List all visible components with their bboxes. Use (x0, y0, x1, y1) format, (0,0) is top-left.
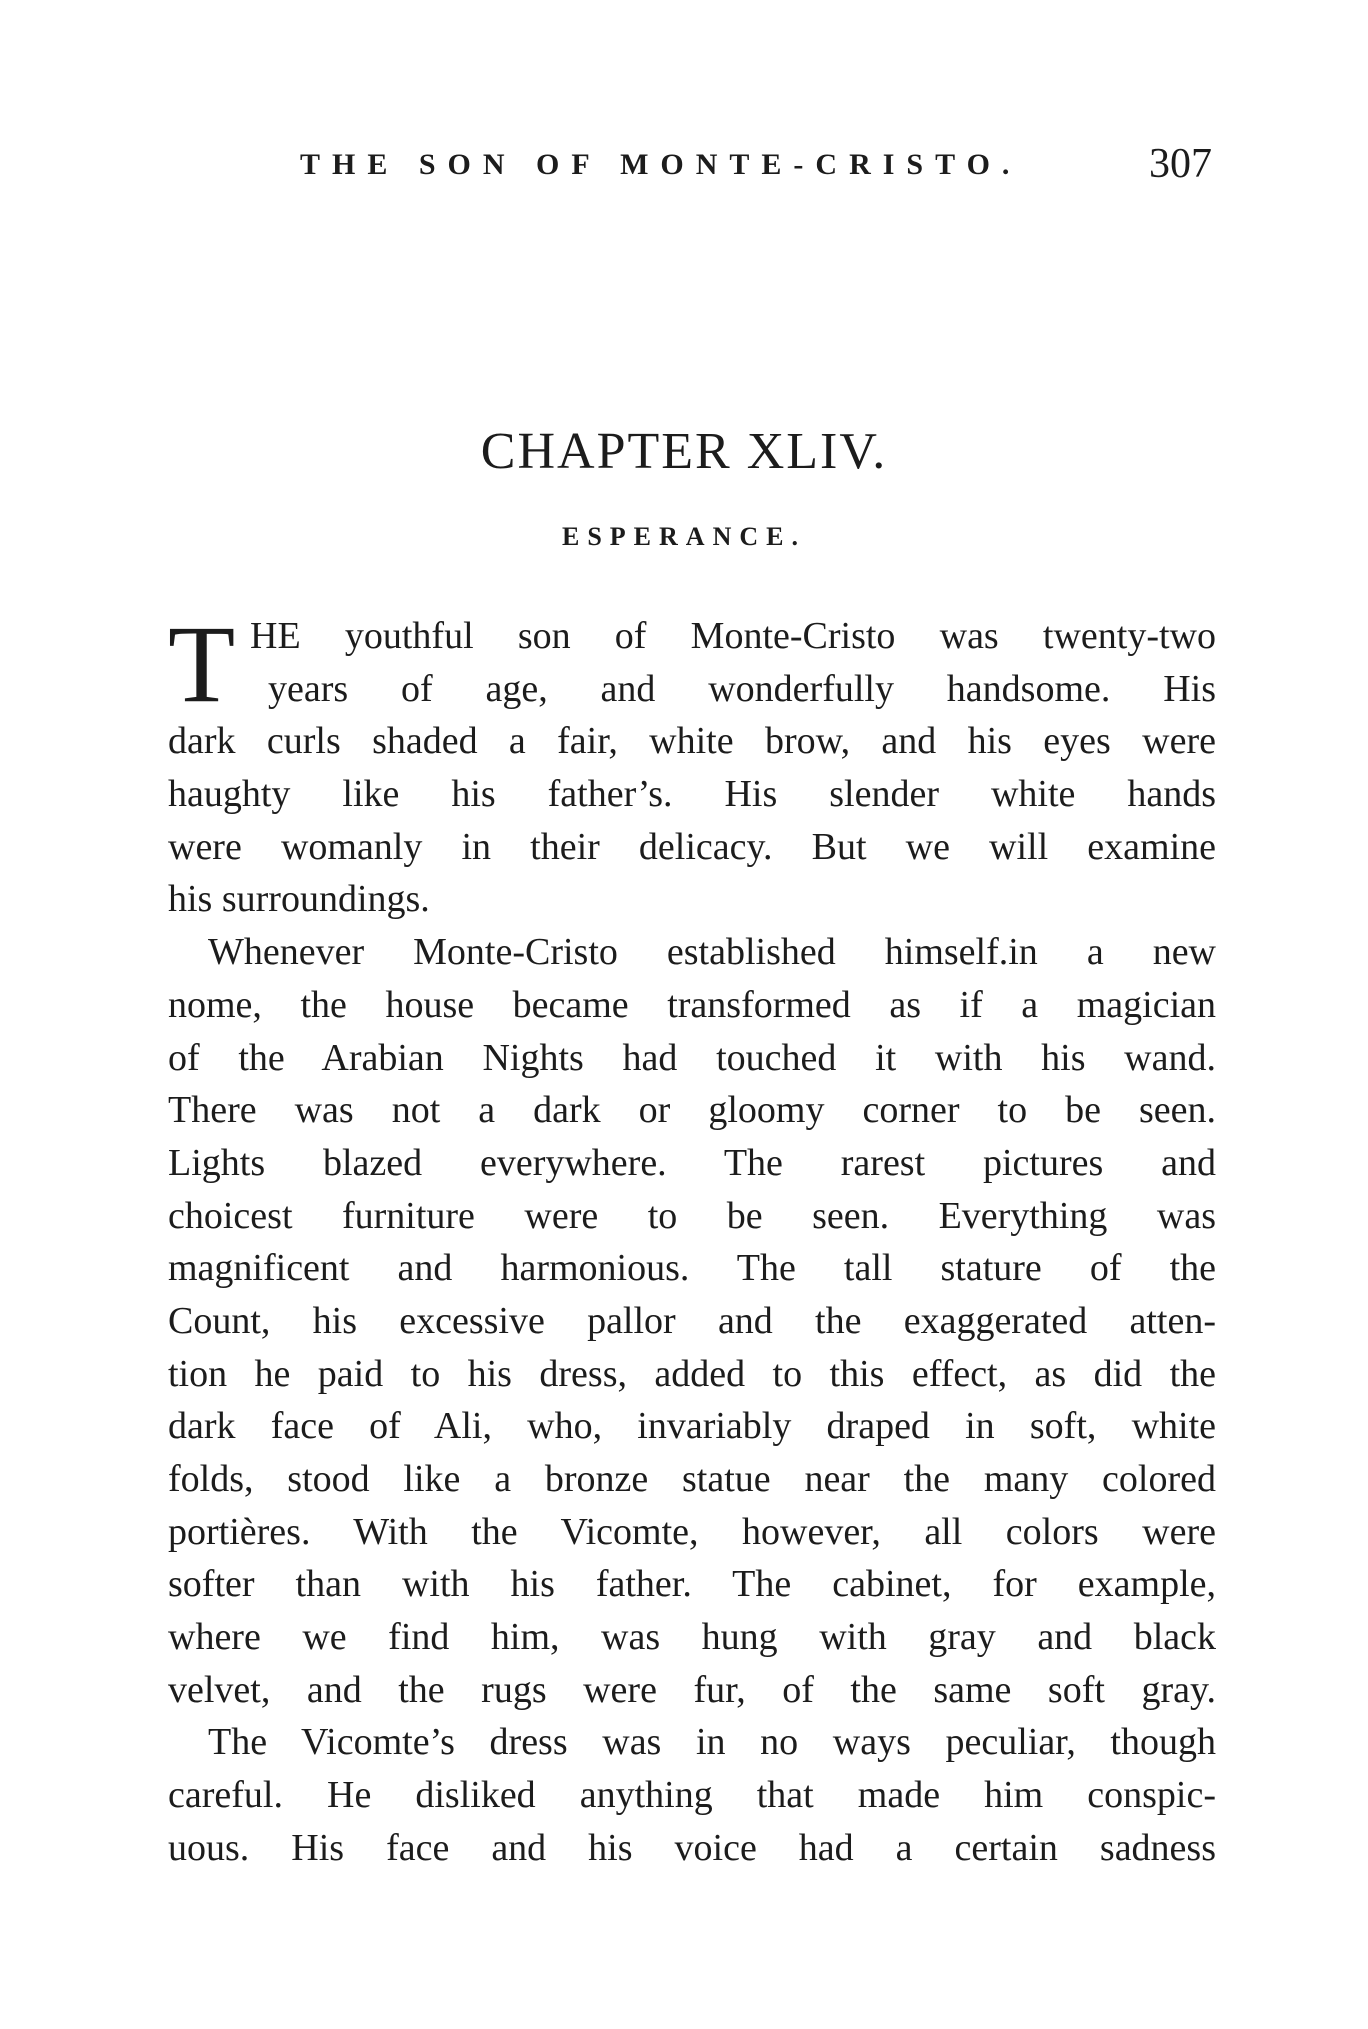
text-line: tion he paid to his dress, added to this effect, as did the (168, 1352, 1216, 1395)
text-line: Count, his excessive pallor and the exaggerated atten- (168, 1299, 1216, 1342)
text-line: where we find him, was hung with gray and black (168, 1616, 1216, 1659)
text-line: uous. His face and his voice had a certain sadness (168, 1826, 1216, 1869)
text-line: dark curls shaded a fair, white brow, and his eyes were (168, 720, 1216, 763)
drop-cap: T (168, 603, 236, 725)
text-line: careful. He disliked anything that made him conspic- (168, 1774, 1216, 1817)
text-line: were womanly in their delicacy. But we will examine (168, 825, 1216, 868)
page-number: 307 (1149, 141, 1212, 187)
text-line: folds, stood like a bronze statue near the many colored (168, 1458, 1216, 1500)
text-line: nome, the house became transformed as if a magician (168, 983, 1216, 1026)
text-line: Lights blazed everywhere. The rarest pictures and (168, 1141, 1216, 1184)
text-line: softer than with his father. The cabinet, for example, (168, 1563, 1216, 1606)
text-line: Whenever Monte-Cristo established himself.in a new (208, 931, 1216, 974)
text-line: dark face of Ali, who, invariably draped in soft, white (168, 1405, 1216, 1448)
text-line: There was not a dark or gloomy corner to be seen. (168, 1089, 1216, 1132)
text-line: haughty like his father’s. His slender white hands (168, 773, 1216, 816)
text-line: The Vicomte’s dress was in no ways peculiar, though (208, 1721, 1216, 1764)
running-head (300, 140, 1212, 190)
chapter-title: ESPERANCE. (562, 522, 806, 551)
text-line: magnificent and harmonious. The tall stature of the (168, 1247, 1216, 1290)
text-line: choicest furniture were to be seen. Everything was (168, 1194, 1216, 1237)
text-line: years of age, and wonderfully handsome. His (268, 667, 1216, 710)
text-line: HE youthful son of Monte-Cristo was twenty-two (250, 615, 1216, 657)
text-line: portières. With the Vicomte, however, all colors were (168, 1510, 1216, 1553)
running-title: THE SON OF MONTE-CRISTO. (300, 148, 1022, 181)
chapter-number: CHAPTER XLIV. (480, 423, 888, 480)
text-line: of the Arabian Nights had touched it with his wand. (168, 1036, 1216, 1079)
text-line: his surroundings. (168, 878, 430, 921)
body-text (168, 603, 1216, 1875)
text-line: velvet, and the rugs were fur, of the same soft gray. (168, 1668, 1216, 1711)
